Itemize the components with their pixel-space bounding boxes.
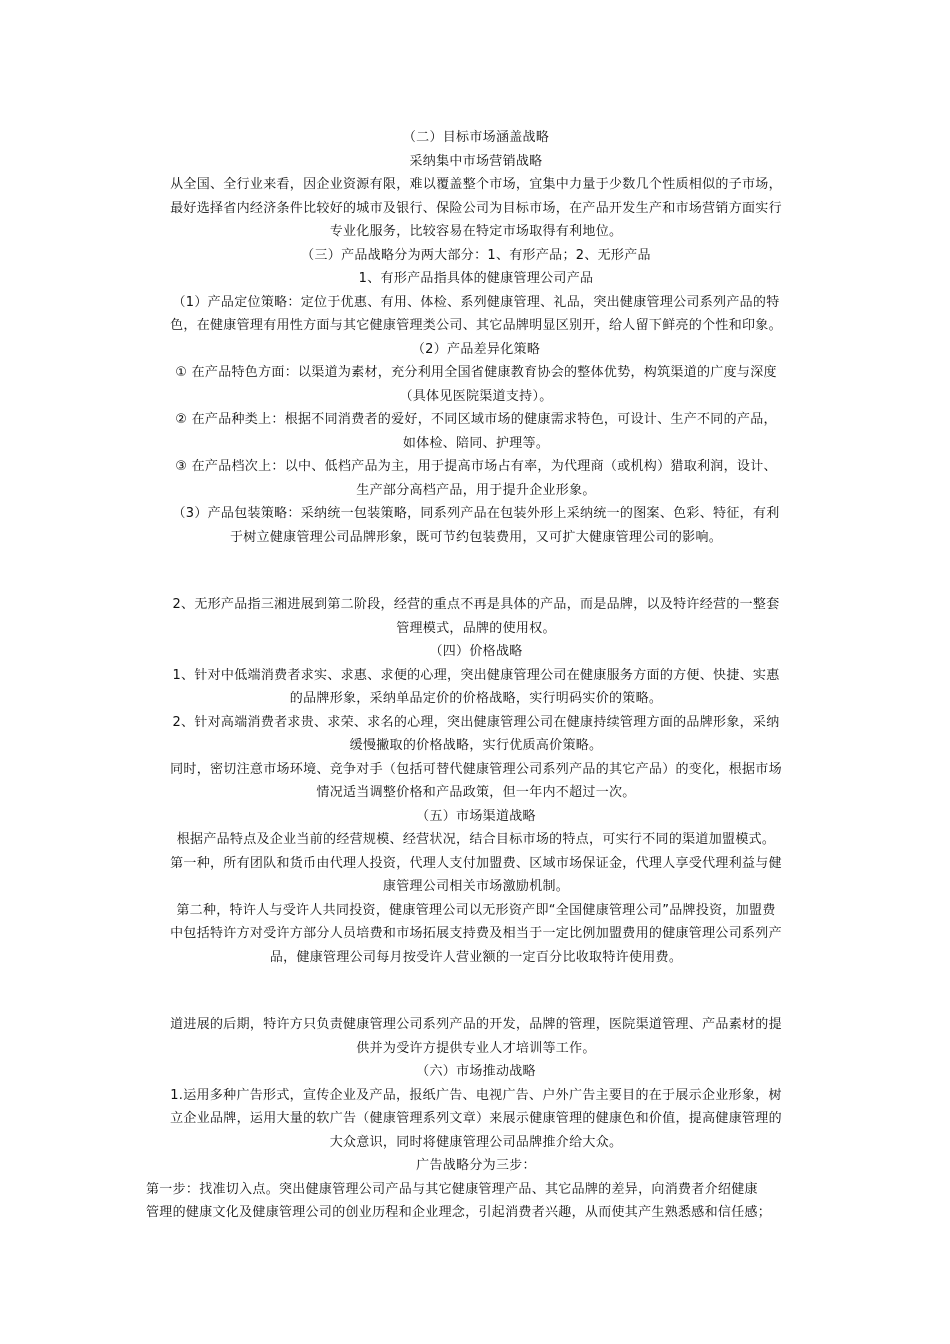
text-line: 专业化服务，比较容易在特定市场取得有利地位。 [329, 224, 623, 239]
text-line: 广告战略分为三步： [416, 1158, 536, 1173]
text-line: 最好选择省内经济条件比较好的城市及银行、保险公司为目标市场，在产品开发生产和市场营销方面实行 [170, 200, 782, 216]
text-line: 第一种，所有团队和货币由代理人投资，代理人支付加盟费、区域市场保证金，代理人享受代理利益与健 [170, 855, 782, 871]
text-line: （二）目标市场涵盖战略 [402, 130, 550, 145]
text-line: （1）产品定位策略：定位于优惠、有用、体检、系列健康管理、礼品，突出健康管理公司系列产品的特 [172, 294, 780, 310]
text-line: （五）市场渠道战略 [416, 808, 536, 824]
text-line: 立企业品牌，运用大量的软广告（健康管理系列文章）来展示健康管理的健康色和价值，提高健康管理的 [170, 1111, 782, 1126]
paragraph-gap [146, 565, 806, 577]
text-line: （六）市场推动战略 [416, 1064, 536, 1079]
text-line: 康管理公司相关市场激励机制。 [382, 879, 570, 894]
text-line: 供并为受许方提供专业人才培训等工作。 [356, 1040, 596, 1056]
text-line: 缓慢撇取的价格战略，实行优质高价策略。 [349, 738, 603, 753]
text-line: 大众意识，同时将健康管理公司品牌推介给大众。 [329, 1134, 623, 1150]
text-line: ② 在产品种类上：根据不同消费者的爱好，不同区域市场的健康需求特色，可设计、生产不同的产品， [175, 412, 777, 427]
text-line: 如体检、陪同、护理等。 [402, 435, 550, 451]
text-line: 第二种，特许人与受许人共同投资，健康管理公司以无形资产即“全国健康管理公司”品牌投资，加盟费 [176, 902, 776, 918]
text-line: 1、有形产品指具体的健康管理公司产品 [358, 271, 594, 286]
text-line: 管理模式，品牌的使用权。 [396, 620, 556, 636]
text-line: 根据产品特点及企业当前的经营规模、经营状况，结合目标市场的特点，可实行不同的渠道加盟模式。 [176, 832, 776, 847]
text-line: （四）价格战略 [429, 644, 523, 659]
text-line: 第一步：找准切入点。突出健康管理公司产品与其它健康管理产品、其它品牌的差异，向消费者介绍健康 [146, 1181, 758, 1197]
text-line: 同时，密切注意市场环境、竞争对手（包括可替代健康管理公司系列产品的其它产品）的变化，根据市场 [170, 761, 782, 777]
text-line: （2）产品差异化策略 [411, 341, 541, 357]
paragraph-gap [146, 985, 806, 997]
text-line: 1.运用多种广告形式，宣传企业及产品，报纸广告、电视广告、户外广告主要目的在于展示企业形象，树 [170, 1087, 782, 1103]
text-line: 管理的健康文化及健康管理公司的创业历程和企业理念，引起消费者兴趣，从而使其产生熟悉感和信任感； [146, 1205, 772, 1220]
text-line: 色，在健康管理有用性方面与其它健康管理类公司、其它品牌明显区别开，给人留下鲜亮的个性和印象。 [170, 318, 782, 333]
text-line: 采纳集中市场营销战略 [409, 153, 543, 169]
text-line: 中包括特许方对受许方部分人员培费和市场拓展支持费及相当于一定比例加盟费用的健康管理公司系列产 [170, 926, 782, 941]
text-line: 1、针对中低端消费者求实、求惠、求便的心理，突出健康管理公司在健康服务方面的方便、快捷、实惠 [172, 667, 780, 683]
text-line: （具体见医院渠道支持）。 [399, 388, 553, 404]
text-line: （3）产品包装策略：采纳统一包装策略，同系列产品在包装外形上采纳统一的图案、色彩、特征，有利 [172, 506, 780, 521]
text-line: 道进展的后期，特许方只负责健康管理公司系列产品的开发，品牌的管理，医院渠道管理、产品素材的提 [170, 1017, 782, 1032]
text-line: 品，健康管理公司每月按受许人营业额的一定百分比收取特许使用费。 [269, 949, 683, 965]
text-line: ① 在产品特色方面：以渠道为素材，充分利用全国省健康教育协会的整体优势，构筑渠道的广度与深度 [175, 365, 777, 380]
text-line: （三）产品战略分为两大部分：1、有形产品；2、无形产品 [301, 247, 651, 263]
text-line: 生产部分高档产品，用于提升企业形象。 [356, 482, 596, 498]
text-line: 的品牌形象，采纳单品定价的价格战略，实行明码实价的策略。 [289, 691, 663, 706]
text-line: 情况适当调整价格和产品政策，但一年内不超过一次。 [316, 785, 636, 800]
text-line: 2、针对高端消费者求贵、求荣、求名的心理，突出健康管理公司在健康持续管理方面的品牌形象，采纳 [172, 714, 780, 730]
text-line: 于树立健康管理公司品牌形象，既可节约包装费用，又可扩大健康管理公司的影响。 [229, 529, 723, 545]
text-line: ③ 在产品档次上：以中、低档产品为主，用于提高市场占有率，为代理商（或机构）猎取利润，设计、 [175, 459, 777, 474]
text-line: 2、无形产品指三湘进展到第二阶段，经营的重点不再是具体的产品，而是品牌，以及特许经营的一整套 [172, 597, 780, 612]
text-line: 从全国、全行业来看，因企业资源有限，难以覆盖整个市场，宜集中力量于少数几个性质相似的子市场， [170, 177, 782, 192]
document-page [146, 126, 806, 1225]
